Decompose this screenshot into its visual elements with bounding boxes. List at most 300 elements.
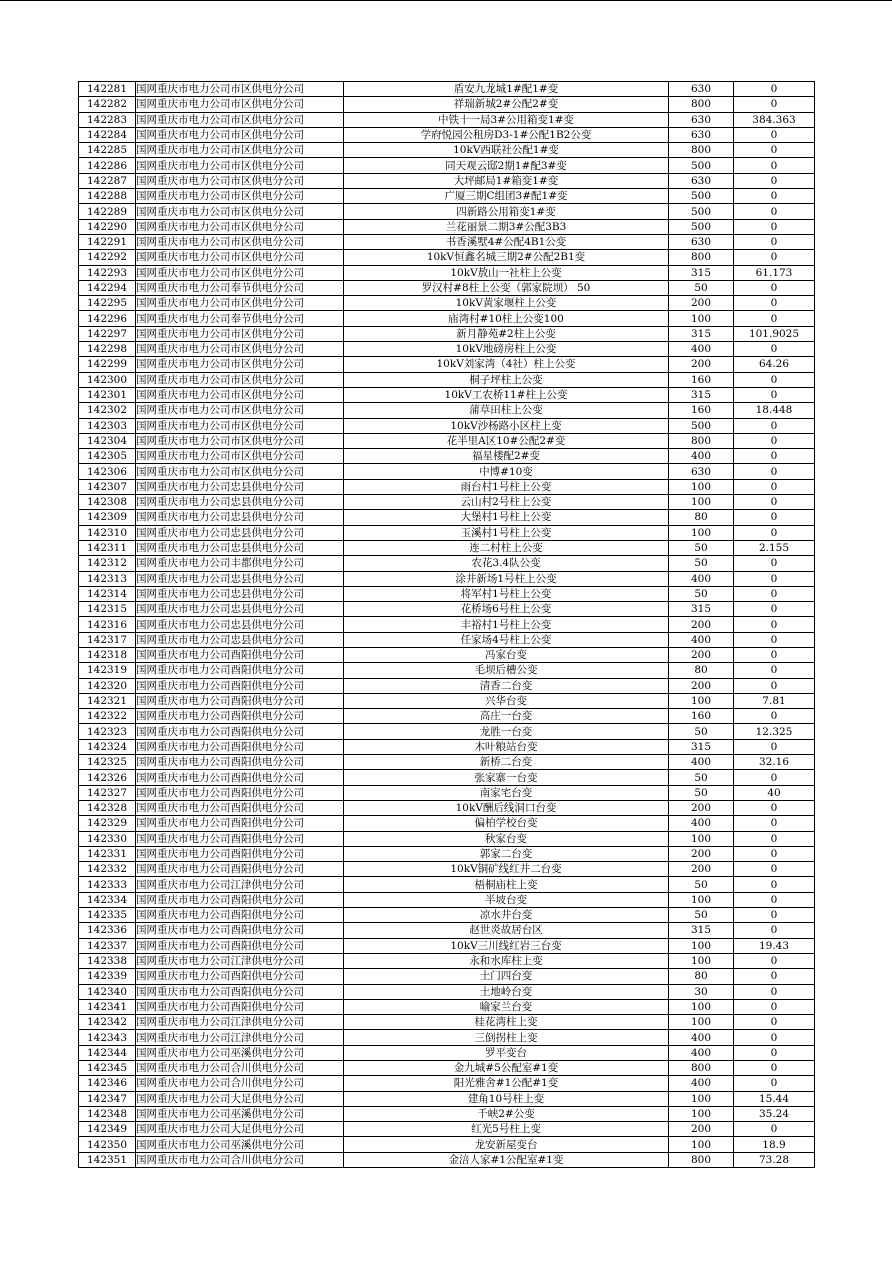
row-id-cell: 142316 bbox=[79, 617, 136, 632]
org-cell: 国网重庆市电力公司市区供电分公司 bbox=[136, 97, 344, 112]
table-row bbox=[79, 938, 815, 953]
org-cell: 国网重庆市电力公司忠县供电分公司 bbox=[136, 540, 344, 555]
row-id-cell: 142291 bbox=[79, 234, 136, 249]
row-id-cell: 142312 bbox=[79, 556, 136, 571]
org-cell: 国网重庆市电力公司酉阳供电分公司 bbox=[136, 785, 344, 800]
transformer-name-cell: 花桥场6号柱上公变 bbox=[344, 602, 669, 617]
transformer-name-cell: 清香二台变 bbox=[344, 678, 669, 693]
org-cell: 国网重庆市电力公司忠县供电分公司 bbox=[136, 479, 344, 494]
row-id-cell: 142349 bbox=[79, 1122, 136, 1137]
row-id-cell: 142299 bbox=[79, 357, 136, 372]
table-row bbox=[79, 433, 815, 448]
capacity-cell: 200 bbox=[669, 296, 734, 311]
capacity-cell: 100 bbox=[669, 892, 734, 907]
capacity-cell: 200 bbox=[669, 647, 734, 662]
capacity-cell: 100 bbox=[669, 495, 734, 510]
table-row bbox=[79, 387, 815, 402]
table-row bbox=[79, 923, 815, 938]
org-cell: 国网重庆市电力公司酉阳供电分公司 bbox=[136, 647, 344, 662]
capacity-cell: 500 bbox=[669, 189, 734, 204]
row-id-cell: 142293 bbox=[79, 265, 136, 280]
row-id-cell: 142315 bbox=[79, 602, 136, 617]
value-cell: 0 bbox=[734, 525, 815, 540]
table-row bbox=[79, 571, 815, 586]
capacity-cell: 100 bbox=[669, 479, 734, 494]
org-cell: 国网重庆市电力公司酉阳供电分公司 bbox=[136, 999, 344, 1014]
org-cell: 国网重庆市电力公司市区供电分公司 bbox=[136, 433, 344, 448]
table-row bbox=[79, 204, 815, 219]
capacity-cell: 50 bbox=[669, 556, 734, 571]
org-cell: 国网重庆市电力公司酉阳供电分公司 bbox=[136, 969, 344, 984]
row-id-cell: 142341 bbox=[79, 999, 136, 1014]
org-cell: 国网重庆市电力公司奉节供电分公司 bbox=[136, 280, 344, 295]
table-row bbox=[79, 372, 815, 387]
table-row bbox=[79, 586, 815, 601]
value-cell: 18.448 bbox=[734, 403, 815, 418]
org-cell: 国网重庆市电力公司市区供电分公司 bbox=[136, 326, 344, 341]
value-cell: 0 bbox=[734, 586, 815, 601]
value-cell: 0 bbox=[734, 556, 815, 571]
capacity-cell: 200 bbox=[669, 357, 734, 372]
transformer-name-cell: 赵世炎故居台区 bbox=[344, 923, 669, 938]
org-cell: 国网重庆市电力公司酉阳供电分公司 bbox=[136, 862, 344, 877]
org-cell: 国网重庆市电力公司忠县供电分公司 bbox=[136, 510, 344, 525]
org-cell: 国网重庆市电力公司酉阳供电分公司 bbox=[136, 923, 344, 938]
transformer-name-cell: 福星楼配2#变 bbox=[344, 449, 669, 464]
capacity-cell: 50 bbox=[669, 785, 734, 800]
transformer-name-cell: 10kV地磅房柱上公变 bbox=[344, 342, 669, 357]
table-row bbox=[79, 800, 815, 815]
table-row bbox=[79, 1091, 815, 1106]
table-row bbox=[79, 877, 815, 892]
value-cell: 0 bbox=[734, 1045, 815, 1060]
value-cell: 0 bbox=[734, 342, 815, 357]
table-body bbox=[79, 82, 815, 1168]
row-id-cell: 142348 bbox=[79, 1106, 136, 1121]
table-row bbox=[79, 326, 815, 341]
value-cell: 0 bbox=[734, 296, 815, 311]
capacity-cell: 200 bbox=[669, 862, 734, 877]
org-cell: 国网重庆市电力公司江津供电分公司 bbox=[136, 1030, 344, 1045]
capacity-cell: 400 bbox=[669, 816, 734, 831]
org-cell: 国网重庆市电力公司巫溪供电分公司 bbox=[136, 1045, 344, 1060]
row-id-cell: 142305 bbox=[79, 449, 136, 464]
org-cell: 国网重庆市电力公司市区供电分公司 bbox=[136, 403, 344, 418]
row-id-cell: 142306 bbox=[79, 464, 136, 479]
row-id-cell: 142337 bbox=[79, 938, 136, 953]
capacity-cell: 630 bbox=[669, 173, 734, 188]
value-cell: 0 bbox=[734, 418, 815, 433]
transformer-name-cell: 半坡台变 bbox=[344, 892, 669, 907]
org-cell: 国网重庆市电力公司酉阳供电分公司 bbox=[136, 938, 344, 953]
table-row bbox=[79, 495, 815, 510]
row-id-cell: 142287 bbox=[79, 173, 136, 188]
capacity-cell: 800 bbox=[669, 1061, 734, 1076]
table-row bbox=[79, 862, 815, 877]
row-id-cell: 142318 bbox=[79, 647, 136, 662]
transformer-name-cell: 金涪人家#1公配室#1变 bbox=[344, 1152, 669, 1167]
row-id-cell: 142336 bbox=[79, 923, 136, 938]
transformer-name-cell: 梧桐庙柱上变 bbox=[344, 877, 669, 892]
transformer-name-cell: 大坪邮局1#箱变1#变 bbox=[344, 173, 669, 188]
capacity-cell: 500 bbox=[669, 219, 734, 234]
value-cell: 0 bbox=[734, 173, 815, 188]
transformer-name-cell: 冯家台变 bbox=[344, 647, 669, 662]
value-cell: 0 bbox=[734, 372, 815, 387]
capacity-cell: 160 bbox=[669, 372, 734, 387]
transformer-name-cell: 10kV酬后线洞口台变 bbox=[344, 800, 669, 815]
capacity-cell: 100 bbox=[669, 525, 734, 540]
org-cell: 国网重庆市电力公司市区供电分公司 bbox=[136, 265, 344, 280]
transformer-name-cell: 南家宅台变 bbox=[344, 785, 669, 800]
org-cell: 国网重庆市电力公司酉阳供电分公司 bbox=[136, 678, 344, 693]
org-cell: 国网重庆市电力公司市区供电分公司 bbox=[136, 342, 344, 357]
row-id-cell: 142351 bbox=[79, 1152, 136, 1167]
org-cell: 国网重庆市电力公司酉阳供电分公司 bbox=[136, 724, 344, 739]
row-id-cell: 142326 bbox=[79, 770, 136, 785]
table-row bbox=[79, 143, 815, 158]
value-cell: 40 bbox=[734, 785, 815, 800]
org-cell: 国网重庆市电力公司合川供电分公司 bbox=[136, 1152, 344, 1167]
row-id-cell: 142307 bbox=[79, 479, 136, 494]
transformer-name-cell: 新桥二台变 bbox=[344, 755, 669, 770]
transformer-name-cell: 建角10号柱上变 bbox=[344, 1091, 669, 1106]
table-row bbox=[79, 280, 815, 295]
row-id-cell: 142294 bbox=[79, 280, 136, 295]
row-id-cell: 142314 bbox=[79, 586, 136, 601]
transformer-name-cell: 偏柏学校台变 bbox=[344, 816, 669, 831]
value-cell: 0 bbox=[734, 617, 815, 632]
table-row bbox=[79, 1076, 815, 1091]
org-cell: 国网重庆市电力公司市区供电分公司 bbox=[136, 204, 344, 219]
org-cell: 国网重庆市电力公司市区供电分公司 bbox=[136, 82, 344, 97]
transformer-name-cell: 中铁十一局3#公用箱变1#变 bbox=[344, 112, 669, 127]
value-cell: 35.24 bbox=[734, 1106, 815, 1121]
table-row bbox=[79, 1045, 815, 1060]
row-id-cell: 142333 bbox=[79, 877, 136, 892]
org-cell: 国网重庆市电力公司忠县供电分公司 bbox=[136, 571, 344, 586]
capacity-cell: 500 bbox=[669, 418, 734, 433]
row-id-cell: 142285 bbox=[79, 143, 136, 158]
org-cell: 国网重庆市电力公司酉阳供电分公司 bbox=[136, 831, 344, 846]
row-id-cell: 142304 bbox=[79, 433, 136, 448]
table-row bbox=[79, 479, 815, 494]
row-id-cell: 142339 bbox=[79, 969, 136, 984]
transformer-name-cell: 任家场4号柱上公变 bbox=[344, 632, 669, 647]
table-row bbox=[79, 632, 815, 647]
table-row bbox=[79, 357, 815, 372]
row-id-cell: 142282 bbox=[79, 97, 136, 112]
value-cell: 0 bbox=[734, 953, 815, 968]
capacity-cell: 800 bbox=[669, 1152, 734, 1167]
org-cell: 国网重庆市电力公司酉阳供电分公司 bbox=[136, 816, 344, 831]
value-cell: 0 bbox=[734, 1122, 815, 1137]
table-row bbox=[79, 158, 815, 173]
table-row bbox=[79, 602, 815, 617]
org-cell: 国网重庆市电力公司酉阳供电分公司 bbox=[136, 984, 344, 999]
transformer-name-cell: 10kV三川线红岩三台变 bbox=[344, 938, 669, 953]
row-id-cell: 142290 bbox=[79, 219, 136, 234]
capacity-cell: 630 bbox=[669, 112, 734, 127]
transformer-name-cell: 10kV沙杨路小区柱上变 bbox=[344, 418, 669, 433]
table-row bbox=[79, 953, 815, 968]
row-id-cell: 142347 bbox=[79, 1091, 136, 1106]
table-row bbox=[79, 617, 815, 632]
table-row bbox=[79, 663, 815, 678]
value-cell: 0 bbox=[734, 877, 815, 892]
table-row bbox=[79, 1137, 815, 1152]
org-cell: 国网重庆市电力公司酉阳供电分公司 bbox=[136, 800, 344, 815]
capacity-cell: 100 bbox=[669, 999, 734, 1014]
table-row bbox=[79, 846, 815, 861]
capacity-cell: 630 bbox=[669, 127, 734, 142]
table-row bbox=[79, 969, 815, 984]
capacity-cell: 630 bbox=[669, 82, 734, 97]
org-cell: 国网重庆市电力公司酉阳供电分公司 bbox=[136, 908, 344, 923]
row-id-cell: 142319 bbox=[79, 663, 136, 678]
capacity-cell: 50 bbox=[669, 770, 734, 785]
transformer-name-cell: 喻家兰台变 bbox=[344, 999, 669, 1014]
capacity-cell: 400 bbox=[669, 1045, 734, 1060]
transformer-name-cell: 永和水库柱上变 bbox=[344, 953, 669, 968]
value-cell: 0 bbox=[734, 923, 815, 938]
transformer-name-cell: 同天观云邸2期1#配3#变 bbox=[344, 158, 669, 173]
capacity-cell: 315 bbox=[669, 326, 734, 341]
value-cell: 0 bbox=[734, 189, 815, 204]
org-cell: 国网重庆市电力公司市区供电分公司 bbox=[136, 112, 344, 127]
value-cell: 0 bbox=[734, 127, 815, 142]
capacity-cell: 100 bbox=[669, 1015, 734, 1030]
table-row bbox=[79, 816, 815, 831]
table-row bbox=[79, 464, 815, 479]
capacity-cell: 315 bbox=[669, 739, 734, 754]
org-cell: 国网重庆市电力公司忠县供电分公司 bbox=[136, 632, 344, 647]
capacity-cell: 100 bbox=[669, 831, 734, 846]
transformer-name-cell: 丰裕村1号柱上公变 bbox=[344, 617, 669, 632]
transformer-name-cell: 10kV恒鑫名城三期2#公配2B1变 bbox=[344, 250, 669, 265]
transformer-name-cell: 10kV铜矿线红井二台变 bbox=[344, 862, 669, 877]
row-id-cell: 142324 bbox=[79, 739, 136, 754]
value-cell: 0 bbox=[734, 280, 815, 295]
org-cell: 国网重庆市电力公司奉节供电分公司 bbox=[136, 311, 344, 326]
org-cell: 国网重庆市电力公司江津供电分公司 bbox=[136, 953, 344, 968]
transformer-name-cell: 罗汉村#8柱上公变（郭家院坝） 50 bbox=[344, 280, 669, 295]
table-row bbox=[79, 173, 815, 188]
transformer-name-cell: 盾安九龙城1#配1#变 bbox=[344, 82, 669, 97]
org-cell: 国网重庆市电力公司合川供电分公司 bbox=[136, 1076, 344, 1091]
row-id-cell: 142311 bbox=[79, 540, 136, 555]
org-cell: 国网重庆市电力公司大足供电分公司 bbox=[136, 1122, 344, 1137]
transformer-name-cell: 广厦三期C组团3#配1#变 bbox=[344, 189, 669, 204]
transformer-name-cell: 10kV刘家湾（4社）柱上公变 bbox=[344, 357, 669, 372]
value-cell: 0 bbox=[734, 234, 815, 249]
row-id-cell: 142320 bbox=[79, 678, 136, 693]
table-row bbox=[79, 1015, 815, 1030]
value-cell: 0 bbox=[734, 816, 815, 831]
capacity-cell: 315 bbox=[669, 265, 734, 280]
org-cell: 国网重庆市电力公司市区供电分公司 bbox=[136, 219, 344, 234]
row-id-cell: 142343 bbox=[79, 1030, 136, 1045]
table-row bbox=[79, 296, 815, 311]
capacity-cell: 30 bbox=[669, 984, 734, 999]
value-cell: 7.81 bbox=[734, 693, 815, 708]
capacity-cell: 100 bbox=[669, 1091, 734, 1106]
transformer-name-cell: 桂花湾柱上变 bbox=[344, 1015, 669, 1030]
transformer-name-cell: 凉水井台变 bbox=[344, 908, 669, 923]
row-id-cell: 142303 bbox=[79, 418, 136, 433]
transformer-name-cell: 连二村柱上公变 bbox=[344, 540, 669, 555]
org-cell: 国网重庆市电力公司丰都供电分公司 bbox=[136, 556, 344, 571]
row-id-cell: 142331 bbox=[79, 846, 136, 861]
org-cell: 国网重庆市电力公司市区供电分公司 bbox=[136, 127, 344, 142]
row-id-cell: 142345 bbox=[79, 1061, 136, 1076]
org-cell: 国网重庆市电力公司酉阳供电分公司 bbox=[136, 846, 344, 861]
org-cell: 国网重庆市电力公司酉阳供电分公司 bbox=[136, 755, 344, 770]
capacity-cell: 200 bbox=[669, 846, 734, 861]
capacity-cell: 200 bbox=[669, 800, 734, 815]
value-cell: 0 bbox=[734, 999, 815, 1014]
row-id-cell: 142302 bbox=[79, 403, 136, 418]
capacity-cell: 50 bbox=[669, 540, 734, 555]
row-id-cell: 142309 bbox=[79, 510, 136, 525]
value-cell: 0 bbox=[734, 770, 815, 785]
value-cell: 0 bbox=[734, 1061, 815, 1076]
capacity-cell: 160 bbox=[669, 709, 734, 724]
capacity-cell: 100 bbox=[669, 938, 734, 953]
value-cell: 0 bbox=[734, 969, 815, 984]
table-row bbox=[79, 709, 815, 724]
page-top-rule bbox=[0, 0, 892, 1]
org-cell: 国网重庆市电力公司市区供电分公司 bbox=[136, 418, 344, 433]
table-row bbox=[79, 418, 815, 433]
table-row bbox=[79, 755, 815, 770]
row-id-cell: 142344 bbox=[79, 1045, 136, 1060]
row-id-cell: 142300 bbox=[79, 372, 136, 387]
transformer-name-cell: 云山村2号柱上公变 bbox=[344, 495, 669, 510]
capacity-cell: 400 bbox=[669, 449, 734, 464]
org-cell: 国网重庆市电力公司酉阳供电分公司 bbox=[136, 892, 344, 907]
org-cell: 国网重庆市电力公司忠县供电分公司 bbox=[136, 602, 344, 617]
transformer-name-cell: 祥瑞新城2#公配2#变 bbox=[344, 97, 669, 112]
value-cell: 0 bbox=[734, 1015, 815, 1030]
transformer-name-cell: 10kV敖山一社柱上公变 bbox=[344, 265, 669, 280]
table-row bbox=[79, 556, 815, 571]
value-cell: 0 bbox=[734, 311, 815, 326]
table-row bbox=[79, 739, 815, 754]
row-id-cell: 142317 bbox=[79, 632, 136, 647]
transformer-name-cell: 秋家台变 bbox=[344, 831, 669, 846]
row-id-cell: 142313 bbox=[79, 571, 136, 586]
capacity-cell: 400 bbox=[669, 342, 734, 357]
org-cell: 国网重庆市电力公司酉阳供电分公司 bbox=[136, 739, 344, 754]
row-id-cell: 142283 bbox=[79, 112, 136, 127]
table-row bbox=[79, 525, 815, 540]
table-row bbox=[79, 785, 815, 800]
org-cell: 国网重庆市电力公司江津供电分公司 bbox=[136, 1015, 344, 1030]
table-row bbox=[79, 97, 815, 112]
org-cell: 国网重庆市电力公司酉阳供电分公司 bbox=[136, 663, 344, 678]
capacity-cell: 630 bbox=[669, 464, 734, 479]
capacity-cell: 315 bbox=[669, 387, 734, 402]
value-cell: 0 bbox=[734, 908, 815, 923]
org-cell: 国网重庆市电力公司市区供电分公司 bbox=[136, 372, 344, 387]
value-cell: 0 bbox=[734, 219, 815, 234]
table-row bbox=[79, 510, 815, 525]
capacity-cell: 800 bbox=[669, 250, 734, 265]
transformer-name-cell: 罗平变台 bbox=[344, 1045, 669, 1060]
capacity-cell: 50 bbox=[669, 877, 734, 892]
value-cell: 0 bbox=[734, 602, 815, 617]
transformer-name-cell: 10kV黄家堰柱上公变 bbox=[344, 296, 669, 311]
capacity-cell: 315 bbox=[669, 923, 734, 938]
transformer-name-cell: 将军村1号柱上公变 bbox=[344, 586, 669, 601]
row-id-cell: 142323 bbox=[79, 724, 136, 739]
org-cell: 国网重庆市电力公司巫溪供电分公司 bbox=[136, 1137, 344, 1152]
row-id-cell: 142308 bbox=[79, 495, 136, 510]
org-cell: 国网重庆市电力公司市区供电分公司 bbox=[136, 234, 344, 249]
transformer-name-cell: 四新路公用箱变1#变 bbox=[344, 204, 669, 219]
row-id-cell: 142338 bbox=[79, 953, 136, 968]
capacity-cell: 80 bbox=[669, 663, 734, 678]
transformer-name-cell: 金九城#5公配室#1变 bbox=[344, 1061, 669, 1076]
row-id-cell: 142286 bbox=[79, 158, 136, 173]
row-id-cell: 142334 bbox=[79, 892, 136, 907]
row-id-cell: 142295 bbox=[79, 296, 136, 311]
row-id-cell: 142298 bbox=[79, 342, 136, 357]
org-cell: 国网重庆市电力公司市区供电分公司 bbox=[136, 387, 344, 402]
capacity-cell: 80 bbox=[669, 510, 734, 525]
capacity-cell: 100 bbox=[669, 1106, 734, 1121]
transformer-name-cell: 兰花丽景二期3#公配3B3 bbox=[344, 219, 669, 234]
transformer-name-cell: 蒲草田柱上公变 bbox=[344, 403, 669, 418]
row-id-cell: 142335 bbox=[79, 908, 136, 923]
transformer-name-cell: 花半里A区10#公配2#变 bbox=[344, 433, 669, 448]
table-row bbox=[79, 265, 815, 280]
table-row bbox=[79, 403, 815, 418]
transformer-name-cell: 阳光雅舍#1公配#1变 bbox=[344, 1076, 669, 1091]
value-cell: 0 bbox=[734, 1030, 815, 1045]
value-cell: 0 bbox=[734, 143, 815, 158]
value-cell: 0 bbox=[734, 479, 815, 494]
capacity-cell: 100 bbox=[669, 1137, 734, 1152]
value-cell: 0 bbox=[734, 97, 815, 112]
table-row bbox=[79, 1122, 815, 1137]
value-cell: 0 bbox=[734, 739, 815, 754]
table-row bbox=[79, 724, 815, 739]
capacity-cell: 400 bbox=[669, 571, 734, 586]
row-id-cell: 142297 bbox=[79, 326, 136, 341]
capacity-cell: 630 bbox=[669, 234, 734, 249]
table-row bbox=[79, 127, 815, 142]
capacity-cell: 400 bbox=[669, 755, 734, 770]
row-id-cell: 142332 bbox=[79, 862, 136, 877]
value-cell: 384.363 bbox=[734, 112, 815, 127]
transformer-name-cell: 毛坝后槽公变 bbox=[344, 663, 669, 678]
row-id-cell: 142328 bbox=[79, 800, 136, 815]
row-id-cell: 142342 bbox=[79, 1015, 136, 1030]
table-row bbox=[79, 189, 815, 204]
table-row bbox=[79, 831, 815, 846]
value-cell: 0 bbox=[734, 464, 815, 479]
capacity-cell: 400 bbox=[669, 632, 734, 647]
row-id-cell: 142292 bbox=[79, 250, 136, 265]
capacity-cell: 800 bbox=[669, 97, 734, 112]
table-row bbox=[79, 234, 815, 249]
transformer-name-cell: 土地岭台变 bbox=[344, 984, 669, 999]
value-cell: 0 bbox=[734, 495, 815, 510]
transformer-name-cell: 郭家二台变 bbox=[344, 846, 669, 861]
transformer-table bbox=[78, 81, 815, 1168]
